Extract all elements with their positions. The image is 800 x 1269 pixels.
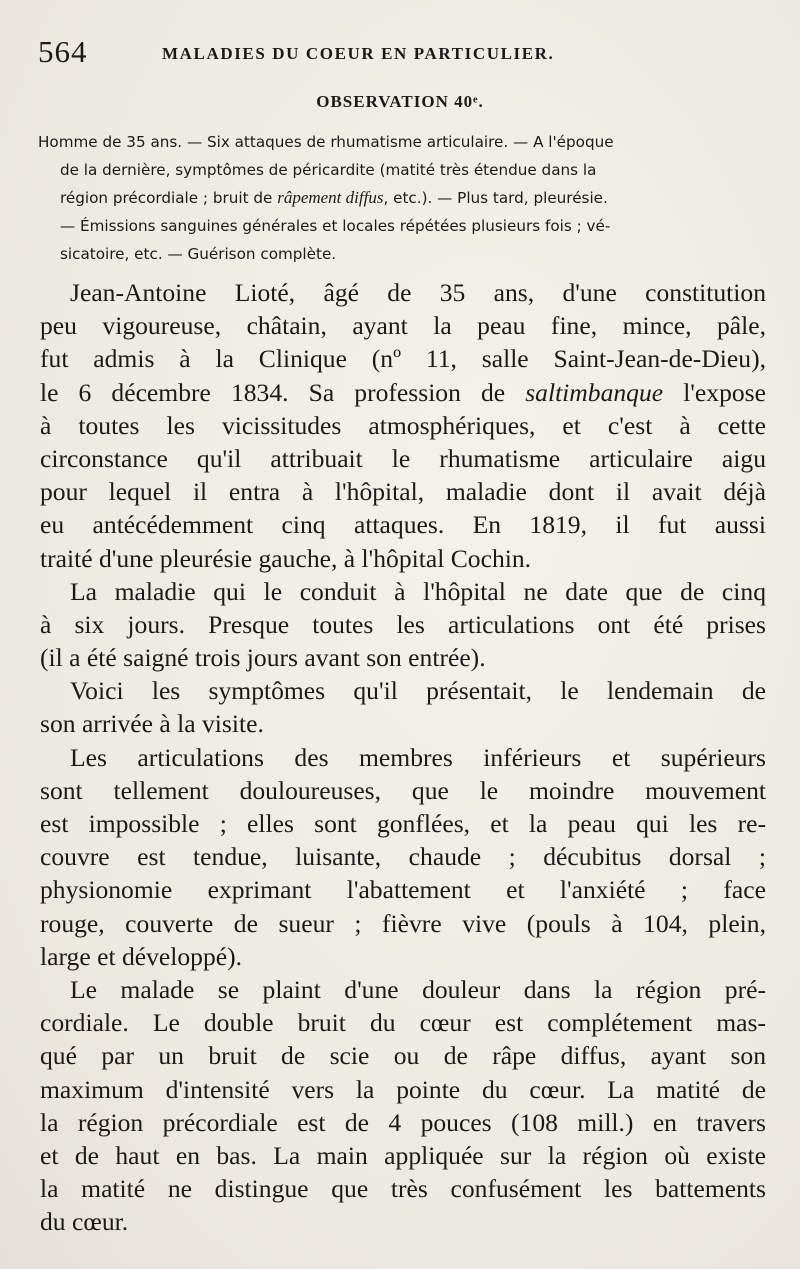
paragraph-line: à six jours. Presque toutes les articulations ont été prises	[40, 609, 766, 639]
paragraph-line: eu antécédemment cinq attaques. En 1819, il fut aussi	[40, 510, 766, 540]
summary-text: région précordiale ; bruit de	[60, 189, 278, 207]
paragraph-line: rouge, couverte de sueur ; fièvre vive (pouls à 104, plein,	[40, 908, 766, 938]
paragraph-line: Les articulations des membres inférieurs et supérieurs	[70, 742, 766, 772]
summary-text: , etc.). — Plus tard, pleurésie.	[383, 189, 608, 207]
running-head: MALADIES DU COEUR EN PARTICULIER.	[162, 44, 555, 63]
paragraph-line: Le malade se plaint d'une douleur dans la région pré-	[70, 974, 766, 1004]
paragraph-text: l'expose	[663, 377, 766, 407]
paragraph-line: qué par un bruit de scie ou de râpe diffus, ayant son	[40, 1041, 766, 1071]
paragraph-text: le 6 décembre 1834. Sa profession de	[40, 377, 526, 407]
paragraph-line	[40, 376, 766, 409]
page-header	[38, 34, 760, 78]
summary-line: sicatoire, etc. — Guérison complète.	[60, 245, 337, 263]
paragraph-line: traité d'une pleurésie gauche, à l'hôpital Cochin.	[40, 543, 532, 573]
paragraph-line: la région précordiale est de 4 pouces (108 mill.) en travers	[40, 1107, 766, 1137]
summary-line: Homme de 35 ans. — Six attaques de rhumatisme articulaire. — A l'époque	[38, 133, 614, 151]
paragraph-line: à toutes les vicissitudes atmosphériques, et c'est à cette	[40, 410, 766, 440]
paragraph-line: son arrivée à la visite.	[40, 709, 264, 739]
page-number: 564	[38, 34, 88, 69]
summary-italic-text: râpement diffus	[277, 188, 384, 207]
paragraph-line: large et développé).	[40, 941, 243, 971]
paragraph-line: est impossible ; elles sont gonflées, et la peau qui les re-	[40, 809, 766, 838]
summary-line	[38, 184, 760, 212]
paragraph-line: (il a été saigné trois jours avant son entrée).	[40, 643, 486, 673]
paragraph-line: et de haut en bas. La main appliquée sur la région où existe	[40, 1140, 766, 1170]
paragraph-italic-text: saltimbanque	[525, 377, 664, 407]
observation-title: OBSERVATION 40ᵉ.	[316, 92, 484, 111]
paragraph-line: peu vigoureuse, châtain, ayant la peau fine, mince, pâle,	[40, 311, 766, 341]
summary-line: de la dernière, symptômes de péricardite (matité très étendue dans la	[60, 161, 597, 179]
paragraph-line: la matité ne distingue que très confusément les battements	[40, 1174, 766, 1204]
paragraph-line: circonstance qu'il attribuait le rhumatisme articulaire aigu	[40, 443, 766, 473]
main-text	[40, 276, 766, 1238]
paragraph-line: pour lequel il entra à l'hôpital, maladie dont il avait déjà	[40, 477, 766, 507]
paragraph-line: Voici les symptômes qu'il présentait, le lendemain de	[70, 676, 766, 706]
paragraph-line: physionomie exprimant l'abattement et l'anxiété ; face	[40, 875, 766, 905]
observation-summary	[38, 128, 760, 268]
paragraph-line: Jean-Antoine Lioté, âgé de 35 ans, d'une constitution	[70, 278, 766, 307]
paragraph-line: couvre est tendue, luisante, chaude ; décubitus dorsal ;	[40, 842, 766, 872]
paragraph-line: maximum d'intensité vers la pointe du cœur. La matité de	[40, 1074, 766, 1104]
paragraph-line: sont tellement douloureuses, que le moindre mouvement	[40, 775, 766, 805]
paragraph-line: fut admis à la Clinique (nº 11, salle Saint-Jean-de-Dieu),	[40, 344, 766, 374]
paragraph-line: du cœur.	[40, 1207, 129, 1237]
summary-line: — Émissions sanguines générales et locales répétées plusieurs fois ; vé-	[60, 217, 611, 235]
paragraph-line: La maladie qui le conduit à l'hôpital ne date que de cinq	[70, 576, 766, 606]
paragraph-line: cordiale. Le double bruit du cœur est complétement mas-	[40, 1008, 766, 1038]
